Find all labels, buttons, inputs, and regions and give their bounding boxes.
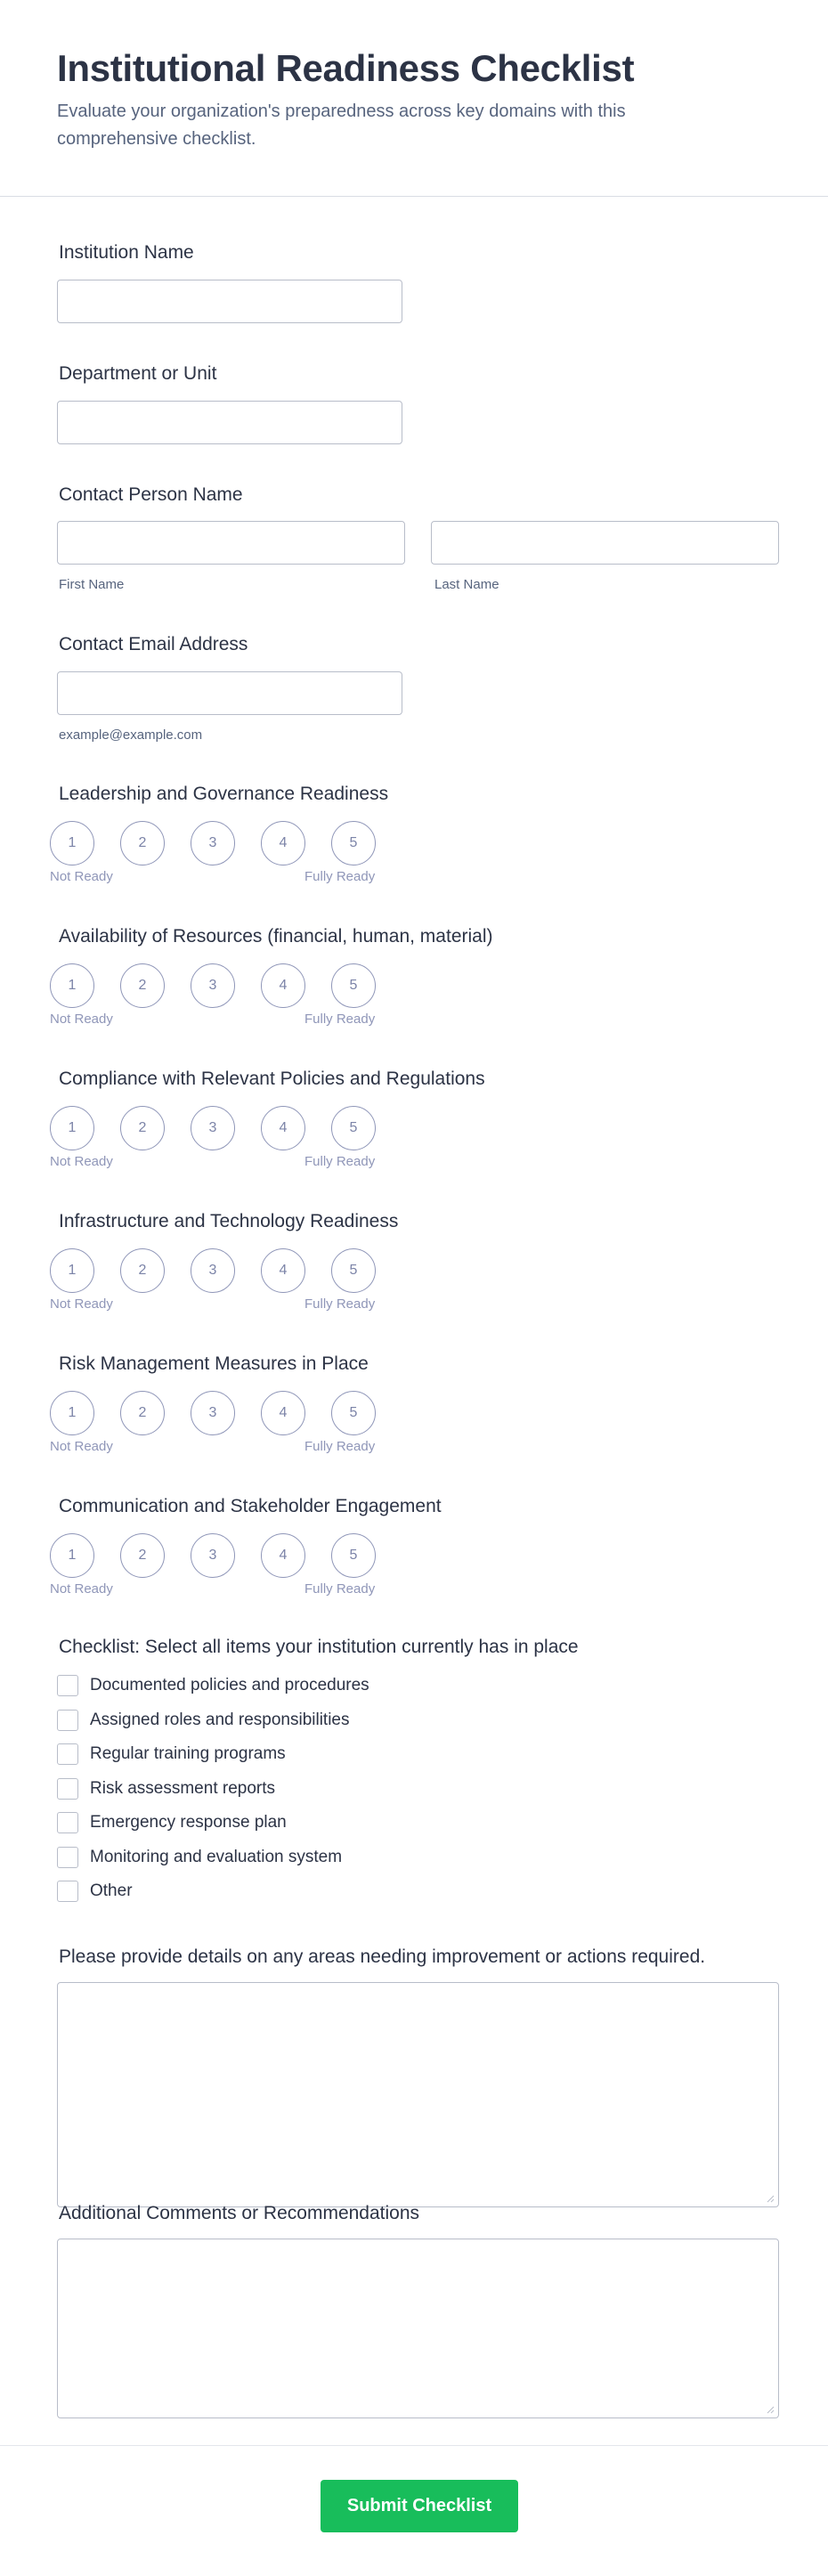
comments-field [57,2201,419,2226]
rating-option-4[interactable]: 4 [261,1248,305,1293]
page-title: Institutional Readiness Checklist [57,47,635,89]
rating-option-3[interactable]: 3 [191,1391,235,1435]
rating-option-2[interactable]: 2 [120,1533,165,1578]
rating-low-label: Not Ready [50,1012,113,1027]
rating-option-2[interactable]: 2 [120,963,165,1008]
comments-textarea[interactable] [57,2239,779,2418]
form-header [0,0,828,197]
first-name-sublabel: First Name [59,577,125,592]
checklist-item[interactable] [57,1709,350,1732]
rating-option-2[interactable]: 2 [120,1391,165,1435]
department-label: Department or Unit [59,363,217,384]
rating-label: Compliance with Relevant Policies and Regulations [59,1069,485,1089]
form-footer [0,2445,828,2576]
checkbox[interactable] [57,1881,78,1902]
rating-option-5[interactable]: 5 [331,821,376,865]
rating-options [50,1533,376,1578]
checkbox[interactable] [57,1710,78,1731]
rating-low-label: Not Ready [50,869,113,884]
rating-options [50,963,376,1008]
rating-low-label: Not Ready [50,1439,113,1454]
rating-option-1[interactable]: 1 [50,1106,94,1150]
checklist-item-label: Regular training programs [90,1744,286,1763]
checklist-field [57,1635,579,1660]
submit-button[interactable]: Submit Checklist [321,2480,518,2532]
improvement-textarea[interactable] [57,1982,779,2207]
rating-option-5[interactable]: 5 [331,1106,376,1150]
department-field [57,362,402,444]
rating-options [50,1391,376,1435]
checklist-item[interactable] [57,1743,286,1766]
email-input[interactable] [57,671,402,715]
rating-option-3[interactable]: 3 [191,963,235,1008]
resize-grip-icon[interactable] [766,2194,775,2203]
rating-option-1[interactable]: 1 [50,821,94,865]
rating-option-1[interactable]: 1 [50,963,94,1008]
checklist-item[interactable] [57,1880,133,1903]
rating-option-1[interactable]: 1 [50,1391,94,1435]
rating-options [50,1106,376,1150]
rating-label: Availability of Resources (financial, human, material) [59,926,493,947]
last-name-sublabel: Last Name [434,577,499,592]
rating-low-label: Not Ready [50,1581,113,1597]
checklist-item-label: Other [90,1881,133,1900]
comments-label: Additional Comments or Recommendations [59,2203,420,2223]
rating-option-3[interactable]: 3 [191,1106,235,1150]
checklist-item[interactable] [57,1846,342,1869]
rating-option-5[interactable]: 5 [331,1248,376,1293]
last-name-input[interactable] [431,521,779,565]
checklist-item[interactable] [57,1674,369,1697]
rating-option-4[interactable]: 4 [261,1533,305,1578]
email-label: Contact Email Address [59,634,248,654]
checklist-item-label: Assigned roles and responsibilities [90,1710,350,1729]
rating-option-3[interactable]: 3 [191,1533,235,1578]
rating-option-5[interactable]: 5 [331,1533,376,1578]
checkbox[interactable] [57,1812,78,1833]
improvement-label: Please provide details on any areas needing improvement or actions required. [59,1946,706,1967]
institution-label: Institution Name [59,242,194,263]
contact-label: Contact Person Name [59,484,243,505]
rating-option-4[interactable]: 4 [261,1391,305,1435]
rating-option-4[interactable]: 4 [261,1106,305,1150]
rating-low-label: Not Ready [50,1296,113,1312]
rating-option-4[interactable]: 4 [261,821,305,865]
rating-label: Risk Management Measures in Place [59,1353,369,1374]
rating-label: Infrastructure and Technology Readiness [59,1211,399,1231]
resize-grip-icon[interactable] [766,2405,775,2414]
rating-option-5[interactable]: 5 [331,963,376,1008]
rating-option-3[interactable]: 3 [191,1248,235,1293]
rating-option-5[interactable]: 5 [331,1391,376,1435]
rating-option-2[interactable]: 2 [120,1248,165,1293]
checklist-item[interactable] [57,1777,275,1800]
rating-option-2[interactable]: 2 [120,821,165,865]
checkbox[interactable] [57,1847,78,1868]
institution-input[interactable] [57,280,402,323]
rating-option-1[interactable]: 1 [50,1533,94,1578]
email-field [57,632,402,743]
checkbox[interactable] [57,1743,78,1765]
rating-low-label: Not Ready [50,1154,113,1169]
checklist-item-label: Emergency response plan [90,1813,287,1832]
rating-option-3[interactable]: 3 [191,821,235,865]
email-sublabel: example@example.com [59,727,203,743]
rating-label: Leadership and Governance Readiness [59,784,389,804]
department-input[interactable] [57,401,402,444]
checklist-item-label: Risk assessment reports [90,1778,276,1798]
checkbox[interactable] [57,1778,78,1800]
page-description: Evaluate your organization's preparedness across key domains with this comprehensive checklist. [57,102,626,149]
checklist-item-label: Monitoring and evaluation system [90,1847,343,1866]
rating-option-4[interactable]: 4 [261,963,305,1008]
rating-options [50,821,376,865]
checklist-label: Checklist: Select all items your institution currently has in place [59,1637,579,1657]
rating-option-1[interactable]: 1 [50,1248,94,1293]
contact-field [57,483,243,508]
rating-high-label: Fully Ready [304,1012,376,1027]
rating-high-label: Fully Ready [304,1154,376,1169]
rating-high-label: Fully Ready [304,1581,376,1597]
institution-field [57,240,402,323]
rating-high-label: Fully Ready [304,1296,376,1312]
rating-high-label: Fully Ready [304,869,376,884]
rating-options [50,1248,376,1293]
first-name-input[interactable] [57,521,405,565]
rating-label: Communication and Stakeholder Engagement [59,1496,442,1516]
rating-high-label: Fully Ready [304,1439,376,1454]
checklist-item[interactable] [57,1811,287,1834]
improvement-field [57,1945,705,1970]
checklist-item-label: Documented policies and procedures [90,1676,369,1694]
checkbox[interactable] [57,1675,78,1696]
rating-option-2[interactable]: 2 [120,1106,165,1150]
